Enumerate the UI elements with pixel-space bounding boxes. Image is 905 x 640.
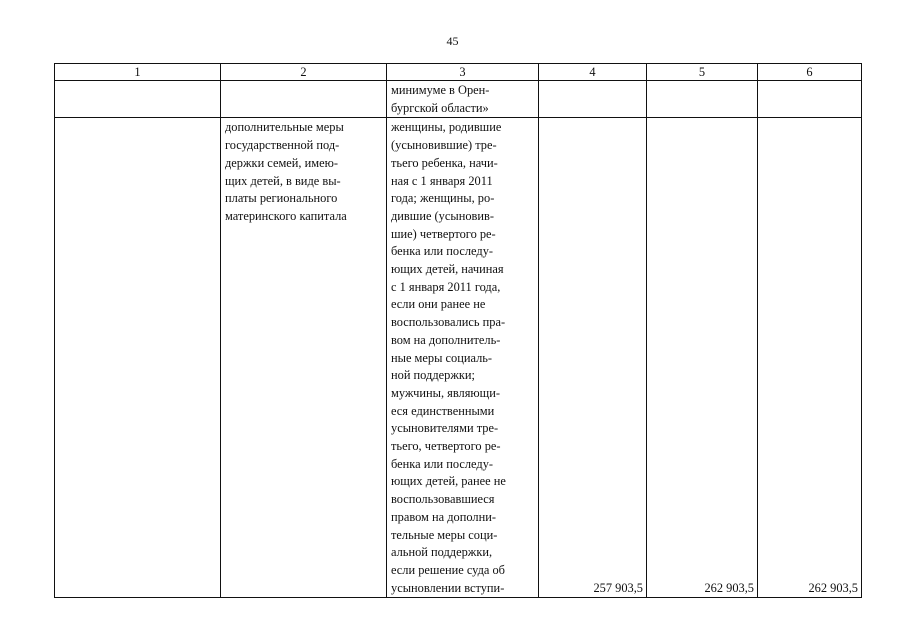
cell-text-line: тельные меры соци-: [391, 527, 498, 542]
cell-text-line: дившие (усыновив-: [391, 208, 494, 223]
cell-text-line: воспользовавшиеся: [391, 492, 495, 507]
cell-text-line: ная с 1 января 2011: [391, 173, 493, 188]
cell-text-line: шие) четвертого ре-: [391, 226, 496, 241]
cell-text-line: усыновлении вступи-: [391, 580, 505, 595]
cell-text-line: бенка или последу-: [391, 456, 494, 471]
cell-text-line: (усыновившие) тре-: [391, 138, 497, 153]
cell-text-line: тьего, четвертого ре-: [391, 439, 501, 454]
table-row: [55, 118, 862, 598]
cell-col5: [647, 118, 758, 598]
cell-col4: [539, 118, 647, 598]
header-cell-2: 2: [221, 64, 387, 81]
cell-text-line: материнского капитала: [225, 208, 347, 223]
cell-text-line: бенка или последу-: [391, 244, 494, 259]
cell-text-line: государственной под-: [225, 138, 340, 153]
cell-text-line: усыновителями тре-: [391, 421, 499, 436]
budget-table: [54, 63, 862, 598]
cell-text-line: щих детей, в виде вы-: [225, 173, 341, 188]
page-number: 45: [446, 34, 459, 48]
cell-text-line: тьего ребенка, начи-: [391, 155, 498, 170]
cell-text-line: бургской области»: [391, 100, 489, 115]
cell-text-line: дополнительные меры: [225, 120, 344, 135]
cell-text-line: минимуме в Орен-: [391, 83, 490, 97]
table-header-row: [55, 64, 862, 81]
cell-text-line: ные меры социаль-: [391, 350, 493, 365]
amount-value: 257 903,5: [593, 581, 643, 596]
cell-text-line: еся единственными: [391, 403, 495, 418]
cell-text-line: если они ранее не: [391, 297, 486, 312]
cell-col3: [387, 118, 539, 598]
cell-col6: [758, 118, 862, 598]
amount-value: 262 903,5: [704, 581, 754, 596]
cell-col4: [539, 81, 647, 118]
cell-text-line: если решение суда об: [391, 562, 505, 577]
header-cell-1: 1: [55, 64, 221, 81]
cell-text-line: правом на дополни-: [391, 509, 496, 524]
cell-col1: [55, 81, 221, 118]
header-cell-3: 3: [387, 64, 539, 81]
header-cell-4: 4: [539, 64, 647, 81]
header-cell-6: 6: [758, 64, 862, 81]
table-row: [55, 81, 862, 118]
cell-text-line: ющих детей, начиная: [391, 262, 504, 277]
amount-value: 262 903,5: [808, 581, 858, 596]
cell-col1: [55, 118, 221, 598]
cell-col2: [221, 81, 387, 118]
cell-text-line: альной поддержки,: [391, 545, 493, 560]
cell-text-line: воспользовались пра-: [391, 315, 506, 330]
cell-text-line: женщины, родившие: [391, 120, 502, 135]
cell-text-line: платы регионального: [225, 191, 338, 206]
cell-text-line: с 1 января 2011 года,: [391, 279, 501, 294]
cell-text-line: года; женщины, ро-: [391, 191, 495, 206]
cell-col6: [758, 81, 862, 118]
cell-text-line: ющих детей, ранее не: [391, 474, 506, 489]
cell-text-line: мужчины, являющи-: [391, 385, 500, 400]
cell-col3: [387, 81, 539, 118]
cell-col2: [221, 118, 387, 598]
header-cell-5: 5: [647, 64, 758, 81]
cell-text-line: ной поддержки;: [391, 368, 475, 383]
cell-text-line: вом на дополнитель-: [391, 332, 501, 347]
cell-text-line: держки семей, имею-: [225, 155, 338, 170]
cell-col5: [647, 81, 758, 118]
